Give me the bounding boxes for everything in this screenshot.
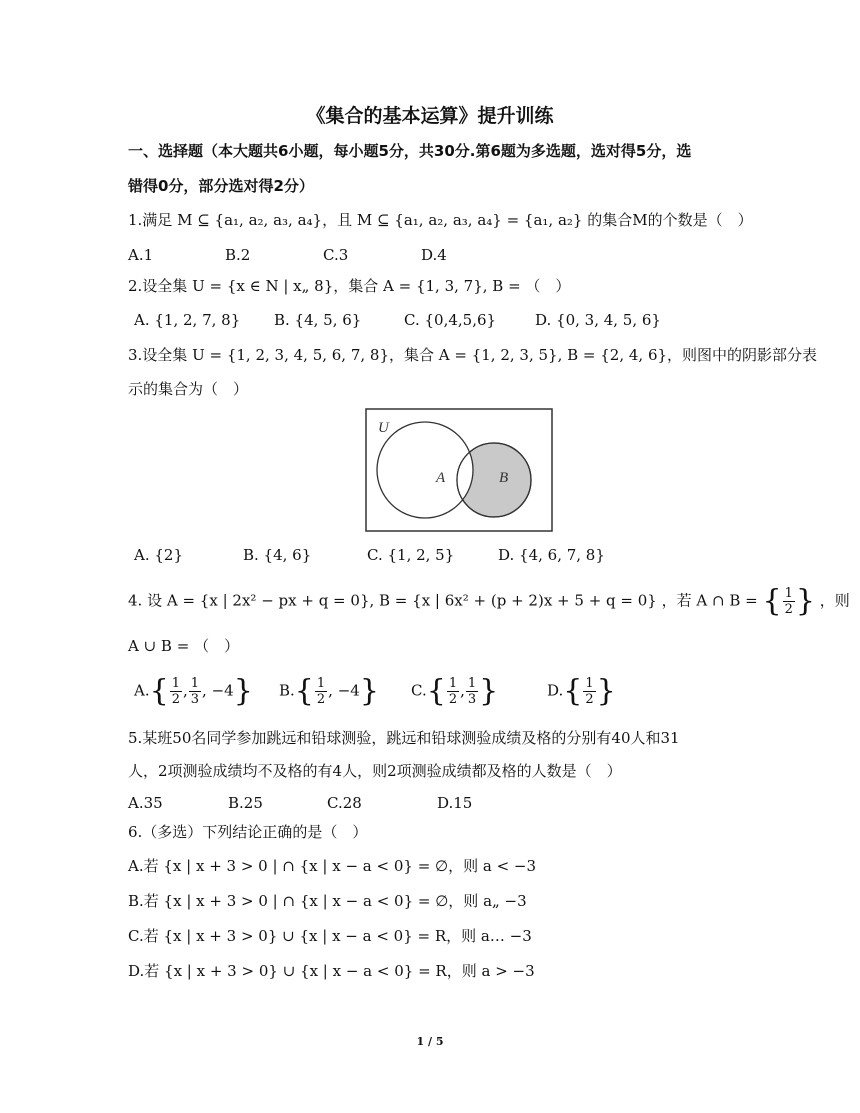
q5-option-a: A.35 bbox=[128, 794, 163, 812]
q6-option-b: B.若 {x | x + 3 > 0 | ∩ {x | x − a < 0} = ∅，则 a„ −3 bbox=[128, 892, 527, 910]
q4-mid: ，若 A ∩ B = bbox=[661, 591, 758, 610]
q2-option-a: A. {1, 2, 7, 8} bbox=[134, 311, 241, 329]
q4-brace-open: { bbox=[762, 583, 782, 619]
q2-stem: 2.设全集 U = {x ∈ N | x„ 8}，集合 A = {1, 3, 7}, B = （ ） bbox=[128, 277, 571, 295]
q3-option-c: C. {1, 2, 5} bbox=[367, 546, 455, 564]
venn-svg bbox=[365, 408, 553, 532]
q5-stem-line2: 人，2项测验成绩均不及格的有4人，则2项测验成绩都及格的人数是（ ） bbox=[128, 762, 622, 780]
page-title: 《集合的基本运算》提升训练 bbox=[306, 105, 554, 127]
q4-end: ，则 bbox=[819, 591, 850, 610]
q2-option-d: D. {0, 3, 4, 5, 6} bbox=[535, 311, 661, 329]
q4-brace-close: } bbox=[795, 583, 815, 619]
q4-option-c: C.{ $\frac{1}{2}$ , $\frac{1}{3}$ } bbox=[411, 673, 499, 709]
venn-diagram bbox=[365, 408, 553, 536]
q5-option-b: B.25 bbox=[228, 794, 263, 812]
section-header-line1: 一、选择题（本大题共6小题，每小题5分，共30分.第6题为多选题，选对得5分，选 bbox=[128, 142, 692, 160]
q3-option-a: A. {2} bbox=[134, 546, 183, 564]
q1-stem: 1.满足 M ⊆ {a₁, a₂, a₃, a₄}，且 M ⊆ {a₁, a₂, a₃, a₄} = {a₁, a₂} 的集合M的个数是（ ） bbox=[128, 211, 753, 229]
q2-option-b: B. {4, 5, 6} bbox=[274, 311, 362, 329]
venn-label-a: A bbox=[436, 470, 446, 486]
q4-stem-line2: A ∪ B = （ ） bbox=[128, 637, 240, 655]
q3-option-b: B. {4, 6} bbox=[243, 546, 312, 564]
q4-option-a: A.{ $\frac{1}{2}$ , $\frac{1}{3}$ , −4} bbox=[134, 673, 253, 709]
q4-sets: A = {x | 2x² − px + q = 0}, B = {x | 6x² + (p + 2)x + 5 + q = 0} bbox=[166, 591, 657, 610]
venn-label-b: B bbox=[499, 470, 509, 486]
q3-stem-line2: 示的集合为（ ） bbox=[128, 380, 249, 398]
q6-option-a: A.若 {x | x + 3 > 0 | ∩ {x | x − a < 0} = ∅，则 a < −3 bbox=[128, 857, 537, 875]
q5-stem-line1: 5.某班50名同学参加跳远和铅球测验，跳远和铅球测验成绩及格的分别有40人和31 bbox=[128, 729, 680, 747]
q3-stem-line1: 3.设全集 U = {1, 2, 3, 4, 5, 6, 7, 8}，集合 A = {1, 2, 3, 5}, B = {2, 4, 6}，则图中的阴影部分表 bbox=[128, 346, 818, 364]
q1-option-b: B.2 bbox=[225, 246, 251, 264]
q1-option-c: C.3 bbox=[323, 246, 349, 264]
q1-option-d: D.4 bbox=[421, 246, 447, 264]
q5-option-c: C.28 bbox=[327, 794, 362, 812]
q4-option-d: D.{ $\frac{1}{2}$ } bbox=[547, 673, 616, 709]
q4-prefix: 4. 设 bbox=[128, 591, 163, 610]
q3-option-d: D. {4, 6, 7, 8} bbox=[498, 546, 605, 564]
q6-option-c: C.若 {x | x + 3 > 0} ∪ {x | x − a < 0} = R，则 a… −3 bbox=[128, 927, 532, 945]
page-number: 1 / 5 bbox=[416, 1035, 444, 1048]
section-header-line2: 错得0分，部分选对得2分） bbox=[128, 177, 314, 195]
q5-option-d: D.15 bbox=[437, 794, 473, 812]
q4-stem bbox=[128, 583, 850, 619]
venn-label-u: U bbox=[378, 420, 389, 436]
q1-option-a: A.1 bbox=[128, 246, 154, 264]
q6-option-d: D.若 {x | x + 3 > 0} ∪ {x | x − a < 0} = R，则 a > −3 bbox=[128, 962, 535, 980]
q2-option-c: C. {0,4,5,6} bbox=[404, 311, 497, 329]
q4-fraction-half: $\frac{1}{2}$ bbox=[784, 586, 793, 617]
q4-option-b: B.{ $\frac{1}{2}$ , −4} bbox=[279, 673, 379, 709]
q6-stem: 6.（多选）下列结论正确的是（ ） bbox=[128, 823, 368, 841]
